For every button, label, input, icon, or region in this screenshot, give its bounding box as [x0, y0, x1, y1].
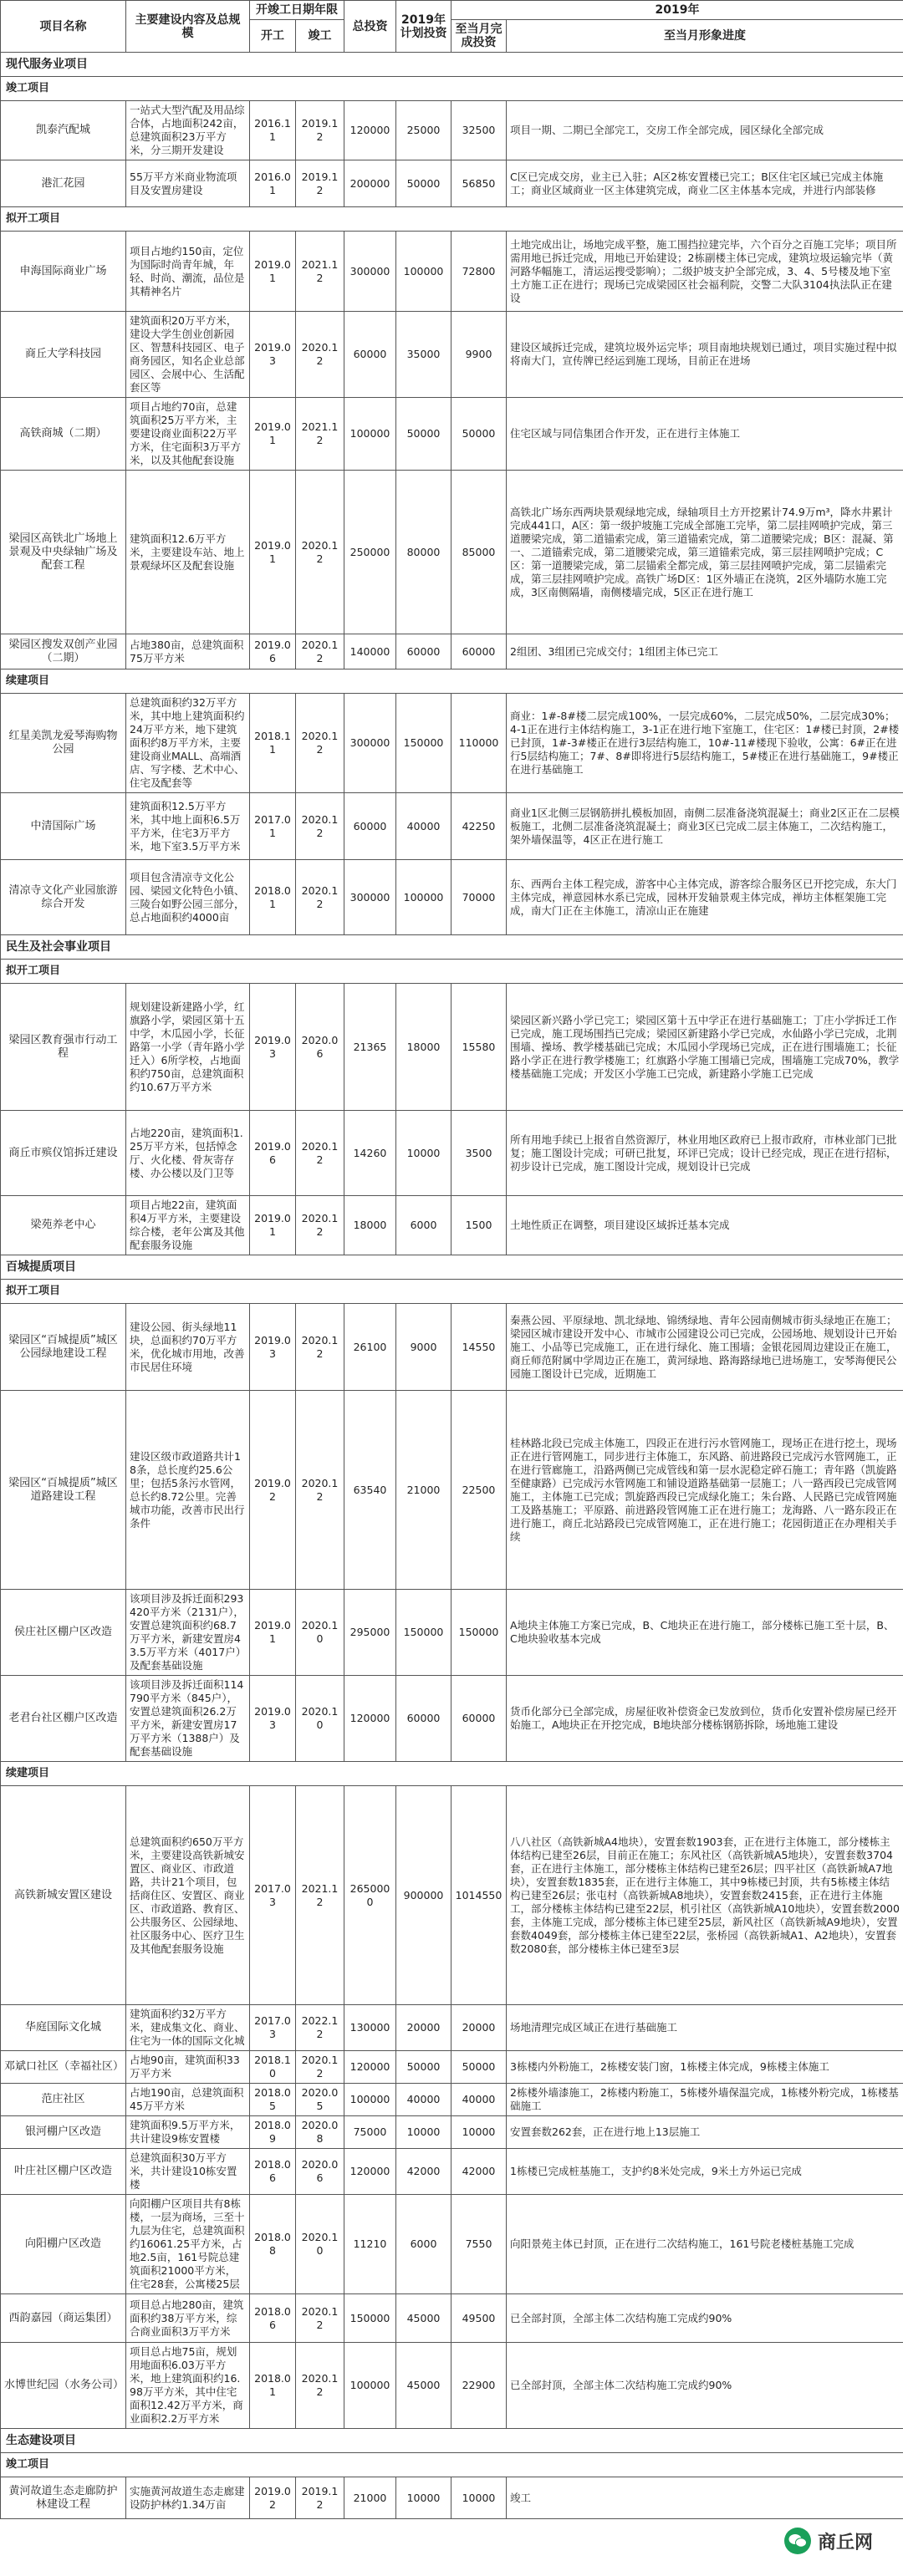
cell-start: 2018.05 [250, 2084, 296, 2116]
cell-plan: 9000 [396, 1304, 452, 1391]
section-label: 现代服务业项目 [1, 53, 903, 77]
cell-done: 72800 [452, 232, 507, 312]
cell-plan: 45000 [396, 2343, 452, 2429]
cell-plan: 18000 [396, 984, 452, 1111]
section-label: 百城提质项目 [1, 1255, 903, 1280]
cell-progress: 土地完成出让，场地完成平整，施工围挡拉建完毕，六个百分之百施工完毕；项目所需用地已拆迁完成，用地已开始建设；2栋副楼主体已完成，建筑垃圾运输完毕（黄河路华幅施工，清运运搜受影响）；二级护坡支护全部完成，3、4、5号楼及地下室土方施工正在进行；现场已完成梁园区社会福利院，交警二大队3104执法队正在建设 [507, 232, 903, 312]
cell-done: 1500 [452, 1196, 507, 1255]
cell-done: 50000 [452, 398, 507, 471]
cell-done: 50000 [452, 2051, 507, 2084]
wechat-icon [784, 2528, 811, 2554]
cell-name: 梁园区搜发双创产业园（二期） [1, 634, 126, 669]
cell-name: 申海国际商业广场 [1, 232, 126, 312]
cell-end: 2020.12 [296, 860, 344, 935]
subsection-row [1, 1280, 903, 1304]
cell-total: 250000 [344, 471, 396, 634]
cell-total: 100000 [344, 398, 396, 471]
cell-end: 2020.12 [296, 1111, 344, 1196]
cell-start: 2017.01 [250, 793, 296, 860]
cell-content: 建筑面积9.5万平方米，共计建设9栋安置楼 [126, 2116, 250, 2149]
cell-start: 2017.03 [250, 2005, 296, 2051]
cell-progress: 竣工 [507, 2477, 903, 2519]
cell-end: 2020.12 [296, 634, 344, 669]
cell-plan: 50000 [396, 2051, 452, 2084]
cell-progress: 所有用地手续已上报省自然资源厅，林业用地区政府已上报市政府，市林业部门已批复；施工图设计完成；可研已批复，环评已完成；设计已经完成，现正在进行招标，初步设计已完成，施工图设计完成，规划设计已完成 [507, 1111, 903, 1196]
table-row [1, 1676, 903, 1762]
cell-done: 22500 [452, 1391, 507, 1590]
cell-name: 银河棚户区改造 [1, 2116, 126, 2149]
cell-start: 2019.03 [250, 984, 296, 1111]
cell-start: 2019.02 [250, 2477, 296, 2519]
table-row [1, 2084, 903, 2116]
cell-start: 2018.06 [250, 2149, 296, 2195]
table-row [1, 1111, 903, 1196]
cell-start: 2019.01 [250, 398, 296, 471]
table-row [1, 2005, 903, 2051]
cell-start: 2018.10 [250, 2051, 296, 2084]
header-year: 2019年 [452, 1, 903, 20]
subsection-label: 拟开工项目 [1, 960, 903, 984]
table-row [1, 2477, 903, 2519]
table-row [1, 860, 903, 935]
cell-progress: 建设区域拆迁完成，建筑垃圾外运完毕；项目南地块规划已通过，项目实施过程中拟将南大门，宣传牌已经运到施工现场，目前正在进场 [507, 312, 903, 398]
cell-name: 华庭国际文化城 [1, 2005, 126, 2051]
cell-done: 1014550 [452, 1786, 507, 2005]
cell-end: 2021.12 [296, 398, 344, 471]
cell-total: 140000 [344, 634, 396, 669]
cell-total: 120000 [344, 101, 396, 160]
cell-plan: 100000 [396, 232, 452, 312]
table-row [1, 793, 903, 860]
cell-total: 60000 [344, 312, 396, 398]
cell-content: 向阳棚户区项目共有8栋楼，一层为商场，三至十九层为住宅，总建筑面积约16061.25平方米，占地2.5亩，161号院总建筑面积21000平方米，住宅28套，公寓楼25层 [126, 2195, 250, 2294]
cell-content: 项目占地约70亩，总建筑面积25万平方米，主要建设商业面积22万平方米，住宅面积3万平方米，以及其他配套设施 [126, 398, 250, 471]
cell-plan: 42000 [396, 2149, 452, 2195]
cell-progress: 八八社区（高铁新城A4地块），安置套数1903套，正在进行主体施工，部分楼栋主体结构已建至26层，目前正在施工；东风社区（高铁新城A5地块），安置套数3704套，正在进行主体施工，部分楼栋主体结构已建至26层；四平社区（高铁新城A7地块），安置套数1835套，正在进行主体施工，其中9栋楼已封顶，共有5栋楼主体结构已建至26层；张屯村（高铁新城A8地块），安置套数2415套，正在进行主体施工，部分楼栋主体结构已建至22层，机引社区（高铁新城A10地块），安置套数2000套，主体施工完成，部分楼栋主体已建至25层，新风社区（高铁新城A9地块），安置套数4049套，部分楼栋主体已建至22层，张桥园（高铁新城A1、A2地块），安置套数2080套，部分楼栋主体已建至3层 [507, 1786, 903, 2005]
table-row [1, 2116, 903, 2149]
cell-progress: 桂林路北段已完成主体施工，四段正在进行污水管网施工，现场正在进行挖土，现场正在进行管网施工，同步进行主体施工，东风路、前进路段已完成污水管网施工，正在进行管廊施工，沿路两侧已完成管线和第一层水泥稳定碎石施工；青年路（凯旋路至健康路）已完成污水管网施工和铺设道路基础第一层施工；八一路西段已完成管网施工，主体施工已完成；凯旋路西段已完成绿化施工；朱台路、人民路已完成管网施工及路基施工；平原路、前进路段管网施工正在进行施工；龙海路、八一路东段正在进行施工，商丘北站路段已完成管网施工，正在进行施工；花园街道正在办理相关手续 [507, 1391, 903, 1590]
cell-name: 港汇花园 [1, 160, 126, 207]
cell-end: 2020.12 [296, 2051, 344, 2084]
watermark-text: 商丘网 [817, 2532, 873, 2553]
table-row [1, 1786, 903, 2005]
table-row [1, 1304, 903, 1391]
cell-progress: A地块主体施工方案已完成，B、C地块正在进行施工，部分楼栋已施工至十层，B、C地块验收基本完成 [507, 1590, 903, 1676]
subsection-label: 续建项目 [1, 669, 903, 694]
cell-start: 2018.01 [250, 860, 296, 935]
table-row [1, 2195, 903, 2294]
cell-start: 2018.11 [250, 694, 296, 793]
cell-name: 商丘市殡仪馆拆迁建设 [1, 1111, 126, 1196]
cell-name: 西韵嘉园（商运集团） [1, 2294, 126, 2343]
cell-plan: 900000 [396, 1786, 452, 2005]
table-row [1, 1196, 903, 1255]
cell-total: 14260 [344, 1111, 396, 1196]
cell-total: 200000 [344, 160, 396, 207]
cell-plan: 10000 [396, 2116, 452, 2149]
cell-progress: 土地性质正在调整，项目建设区域拆迁基本完成 [507, 1196, 903, 1255]
cell-name: 高铁新城安置区建设 [1, 1786, 126, 2005]
cell-total: 130000 [344, 2005, 396, 2051]
cell-done: 7550 [452, 2195, 507, 2294]
cell-done: 32500 [452, 101, 507, 160]
cell-end: 2020.12 [296, 1391, 344, 1590]
cell-name: 高铁商城（二期） [1, 398, 126, 471]
cell-content: 一站式大型汽配及用品综合体，占地面积242亩，总建筑面积23万平方米，分三期开发建设 [126, 101, 250, 160]
cell-plan: 25000 [396, 101, 452, 160]
cell-name: 梁苑养老中心 [1, 1196, 126, 1255]
cell-start: 2016.01 [250, 160, 296, 207]
cell-end: 2020.12 [296, 2294, 344, 2343]
cell-start: 2018.06 [250, 2294, 296, 2343]
cell-done: 10000 [452, 2477, 507, 2519]
cell-progress: C区已完成交房，业主已入驻；A区2栋安置楼已完工；B区住宅区域已完成主体施工；商业区域商业一区主体建筑完成，商业二区主体基本完成，并进行内部装修 [507, 160, 903, 207]
table-row [1, 1590, 903, 1676]
cell-start: 2019.03 [250, 312, 296, 398]
subsection-label: 续建项目 [1, 1762, 903, 1786]
cell-end: 2020.10 [296, 1590, 344, 1676]
cell-name: 红星美凯龙爱琴海购物公园 [1, 694, 126, 793]
cell-plan: 150000 [396, 694, 452, 793]
section-label: 民生及社会事业项目 [1, 935, 903, 960]
cell-done: 20000 [452, 2005, 507, 2051]
cell-done: 40000 [452, 2084, 507, 2116]
cell-total: 18000 [344, 1196, 396, 1255]
table-row [1, 398, 903, 471]
header-progress: 至当月形象进度 [507, 20, 903, 53]
cell-start: 2019.01 [250, 232, 296, 312]
watermark [778, 2524, 880, 2558]
cell-name: 侯庄社区棚户区改造 [1, 1590, 126, 1676]
cell-name: 梁园区高铁北广场地上景观及中央绿轴广场及配套工程 [1, 471, 126, 634]
cell-name: 凯泰汽配城 [1, 101, 126, 160]
cell-content: 该项目涉及拆迁面积114790平方米（845户），安置总建筑面积26.2万平方米，新建安置房17万平方米（1388户）及配套基础设施 [126, 1676, 250, 1762]
subsection-label: 拟开工项目 [1, 207, 903, 232]
header-content: 主要建设内容及总规模 [126, 1, 250, 53]
cell-end: 2019.12 [296, 2477, 344, 2519]
cell-name: 中清国际广场 [1, 793, 126, 860]
cell-progress: 东、西两台主体工程完成，游客中心主体完成，游客综合服务区已开挖完成，东大门主体完成，禅意园林水系已完成，园林开发轴景观主体完成，禅坊主体框架施工完成，南大门正在主体施工，清凉山正在施建 [507, 860, 903, 935]
table-row [1, 471, 903, 634]
cell-content: 占地380亩，总建筑面积75万平方米 [126, 634, 250, 669]
cell-end: 2022.12 [296, 2005, 344, 2051]
cell-content: 建筑面积20万平方米，建设大学生创业创新园区、智慧科技园区、电子商务园区，知名企业总部园区、会展中心、生活配套区等 [126, 312, 250, 398]
cell-progress: 货币化部分已全部完成，房屋征收补偿资金已发放到位，货币化安置补偿房屋已经开始施工，A地块正在开挖完成，B地块部分楼栋钢筋拆除，场地施工建设 [507, 1676, 903, 1762]
cell-start: 2019.06 [250, 1111, 296, 1196]
cell-total: 21000 [344, 2477, 396, 2519]
cell-content: 总建筑面积30万平方米，共计建设10栋安置楼 [126, 2149, 250, 2195]
cell-plan: 10000 [396, 2477, 452, 2519]
table-row [1, 312, 903, 398]
cell-start: 2019.02 [250, 1391, 296, 1590]
cell-total: 300000 [344, 694, 396, 793]
cell-end: 2020.12 [296, 471, 344, 634]
cell-content: 总建筑面积约32万平方米，其中地上建筑面积约24万平方米，地下建筑面积约8万平方米，主要建设商业MALL、高端酒店、写字楼、艺术中心、住宅及配套等 [126, 694, 250, 793]
cell-done: 10000 [452, 2116, 507, 2149]
section-row [1, 2429, 903, 2453]
cell-content: 项目总占地75亩，规划用地面积6.03万平方米，地上建筑面积约16.98万平方米，其中住宅面积12.42万平方米，商业面积2.2万平方米 [126, 2343, 250, 2429]
cell-progress: 项目一期、二期已全部完工，交房工作全部完成，园区绿化全部完成 [507, 101, 903, 160]
cell-name: 商丘大学科技园 [1, 312, 126, 398]
cell-plan: 40000 [396, 793, 452, 860]
table-row [1, 634, 903, 669]
cell-plan: 80000 [396, 471, 452, 634]
subsection-label: 竣工项目 [1, 2453, 903, 2477]
cell-total: 63540 [344, 1391, 396, 1590]
cell-plan: 21000 [396, 1391, 452, 1590]
cell-name: 向阳棚户区改造 [1, 2195, 126, 2294]
cell-plan: 40000 [396, 2084, 452, 2116]
header-schedule: 开竣工日期年限 [250, 1, 344, 20]
cell-content: 占地220亩，建筑面积1.25万平方米，包括悼念厅、火化楼、骨灰寄存楼、办公楼以及门卫等 [126, 1111, 250, 1196]
cell-progress: 3栋楼内外粉施工，2栋楼安装门窗，1栋楼主体完成，9栋楼主体施工 [507, 2051, 903, 2084]
cell-progress: 秦燕公园、平原绿地、凯北绿地、锦绣绿地、青年公园南侧城市街头绿地正在施工；梁园区城市建设开发中心、市城市公园建设公司已完成，公园场地、规划设计已开始施工、小品等已完成施工，正在进行绿化、施工围墙；金银花园周边建设正在施工，商丘师范附属中学周边正在施工，黄河绿地、路海路绿地已进场施工，安琴海便民公园施工图设计已完成，近期施工 [507, 1304, 903, 1391]
cell-progress: 向阳景苑主体已封顶，正在进行二次结构施工，161号院老楼桩基施工完成 [507, 2195, 903, 2294]
cell-content: 项目总占地280亩，建筑面积约38万平方米，综合商业面积3万平方米 [126, 2294, 250, 2343]
header-total: 总投资 [344, 1, 396, 53]
header-done: 至当月完成投资 [452, 20, 507, 53]
cell-plan: 150000 [396, 1590, 452, 1676]
cell-progress: 住宅区域与同信集团合作开发，正在进行主体施工 [507, 398, 903, 471]
cell-progress: 2栋楼外墙漆施工，2栋楼内粉施工，5栋楼外墙保温完成，1栋楼外粉完成，1栋楼基础施工 [507, 2084, 903, 2116]
subsection-row [1, 77, 903, 101]
cell-content: 占地190亩，总建筑面积45万平方米 [126, 2084, 250, 2116]
cell-end: 2020.12 [296, 694, 344, 793]
table-row [1, 984, 903, 1111]
cell-total: 2650000 [344, 1786, 396, 2005]
cell-content: 项目包含清凉寺文化公园、梁园文化特色小镇、三陵台如野公园三部分，总占地面积约4000亩 [126, 860, 250, 935]
cell-done: 9900 [452, 312, 507, 398]
cell-total: 100000 [344, 2084, 396, 2116]
cell-content: 55万平方米商业物流项目及安置房建设 [126, 160, 250, 207]
table-row [1, 694, 903, 793]
cell-total: 75000 [344, 2116, 396, 2149]
cell-content: 建筑面积12.6万平方米，主要建设车站、地上景观绿坏区及配套设施 [126, 471, 250, 634]
subsection-label: 竣工项目 [1, 77, 903, 101]
table-row [1, 2051, 903, 2084]
cell-content: 项目占地22亩，建筑面积4万平方米，主要建设综合楼，老年公寓及其他配套服务设施 [126, 1196, 250, 1255]
cell-done: 15580 [452, 984, 507, 1111]
subsection-row [1, 1762, 903, 1786]
table-row [1, 232, 903, 312]
section-row [1, 1255, 903, 1280]
cell-done: 49500 [452, 2294, 507, 2343]
table-row [1, 2343, 903, 2429]
cell-end: 2021.12 [296, 232, 344, 312]
cell-name: 水博世纪园（水务公司） [1, 2343, 126, 2429]
header-end: 竣工 [296, 20, 344, 53]
table-row [1, 160, 903, 207]
cell-done: 3500 [452, 1111, 507, 1196]
subsection-row [1, 207, 903, 232]
header-start: 开工 [250, 20, 296, 53]
cell-total: 120000 [344, 1676, 396, 1762]
cell-start: 2016.11 [250, 101, 296, 160]
cell-end: 2020.06 [296, 2149, 344, 2195]
cell-plan: 6000 [396, 1196, 452, 1255]
cell-end: 2020.08 [296, 2116, 344, 2149]
cell-progress: 商业：1#-8#楼二层完成100%，一层完成60%，二层完成50%，二层完成30%；4-1正在进行主体结构施工，3-1正在进行地下室施工，住宅区：1#楼已封顶，2#楼已封顶，1#-3#楼正在进行3层结构施工，10#-11#楼现下验收，公寓：6#正在进行5层结构施工；7#、8#即将进行5层结构施工，5#楼正在进行基础施工，9#楼正在进行基础施工 [507, 694, 903, 793]
cell-start: 2019.03 [250, 1304, 296, 1391]
cell-plan: 45000 [396, 2294, 452, 2343]
cell-start: 2018.08 [250, 2195, 296, 2294]
cell-progress: 已全部封顶，全部主体二次结构施工完成约90% [507, 2343, 903, 2429]
cell-done: 14550 [452, 1304, 507, 1391]
cell-name: 黄河故道生态走廊防护林建设工程 [1, 2477, 126, 2519]
cell-done: 60000 [452, 634, 507, 669]
cell-total: 60000 [344, 793, 396, 860]
cell-progress: 场地清理完成区域正在进行基础施工 [507, 2005, 903, 2051]
cell-plan: 6000 [396, 2195, 452, 2294]
subsection-row [1, 2453, 903, 2477]
cell-total: 120000 [344, 2149, 396, 2195]
cell-progress: 1栋楼已完成桩基施工，支护约8米处完成，9米土方外运已完成 [507, 2149, 903, 2195]
cell-name: 邓斌口社区（幸福社区） [1, 2051, 126, 2084]
cell-total: 120000 [344, 2051, 396, 2084]
cell-content: 总建筑面积约650万平方米，主要建设高铁新城安置区、商业区、市政道路，共计21个项目，包括商住区、安置区、商业区、市政道路、教育区、公共服务区、公园绿地、社区服务中心、医疗卫生及其他配套服务设施 [126, 1786, 250, 2005]
section-row [1, 53, 903, 77]
cell-end: 2019.12 [296, 160, 344, 207]
table-row [1, 2294, 903, 2343]
cell-progress: 2组团、3组团已完成交付；1组团主体已完工 [507, 634, 903, 669]
header-plan: 2019年计划投资 [396, 1, 452, 53]
cell-done: 42000 [452, 2149, 507, 2195]
cell-done: 70000 [452, 860, 507, 935]
subsection-row [1, 669, 903, 694]
cell-plan: 100000 [396, 860, 452, 935]
cell-name: 叶庄社区棚户区改造 [1, 2149, 126, 2195]
cell-done: 56850 [452, 160, 507, 207]
cell-content: 建筑面积约32万平方米，建成集文化、商业、住宅为一体的国际文化城 [126, 2005, 250, 2051]
cell-total: 150000 [344, 2294, 396, 2343]
cell-done: 60000 [452, 1676, 507, 1762]
cell-start: 2018.09 [250, 2116, 296, 2149]
cell-plan: 60000 [396, 634, 452, 669]
cell-end: 2020.12 [296, 1196, 344, 1255]
cell-done: 110000 [452, 694, 507, 793]
subsection-label: 拟开工项目 [1, 1280, 903, 1304]
cell-content: 该项目涉及拆迁面积293420平方米（2131户），安置总建筑面积约68.7万平方米，新建安置房43.5万平方米（4017户）及配套基础设施 [126, 1590, 250, 1676]
cell-plan: 35000 [396, 312, 452, 398]
cell-done: 42250 [452, 793, 507, 860]
subsection-row [1, 960, 903, 984]
cell-plan: 50000 [396, 160, 452, 207]
cell-end: 2020.06 [296, 984, 344, 1111]
cell-total: 295000 [344, 1590, 396, 1676]
section-row [1, 935, 903, 960]
cell-start: 2019.01 [250, 1196, 296, 1255]
cell-done: 150000 [452, 1590, 507, 1676]
cell-end: 2020.10 [296, 2195, 344, 2294]
cell-start: 2017.03 [250, 1786, 296, 2005]
cell-end: 2021.12 [296, 1786, 344, 2005]
cell-content: 建筑面积12.5万平方米，其中地上面积6.5万平方米，住宅3万平方米，地下室3.5万平方米 [126, 793, 250, 860]
cell-start: 2019.01 [250, 471, 296, 634]
cell-end: 2020.12 [296, 312, 344, 398]
cell-total: 21365 [344, 984, 396, 1111]
cell-total: 300000 [344, 232, 396, 312]
cell-content: 占地90亩，建筑面积33万平方米 [126, 2051, 250, 2084]
cell-start: 2019.03 [250, 1676, 296, 1762]
cell-progress: 高铁北广场东西两块景观绿地完成，绿轴项目土方开挖累计74.9万m³，降水井累计完成441口，A区：第一级护坡施工完成全部施工完毕，第二层挂网喷护完成，第三道腰梁完成，第二道锚索完成，第三道锚索完成，第二道腰梁完成；B区：混凝、第一、二道锚索完成，第二道腰梁完成，第三道锚索完成，第三层挂网喷护完成；C区：第一道腰梁完成，第二层锚索全都完成，第三层挂网喷护完成，第二层锚索完成，第三层挂网喷护完成。高铁广场D区：1区外墙正在浇筑，2区外墙防水施工完成，3区南侧隔墙，南侧楼墙完成，5区正在进行施工 [507, 471, 903, 634]
table-body [1, 53, 903, 2519]
cell-plan: 20000 [396, 2005, 452, 2051]
section-label: 生态建设项目 [1, 2429, 903, 2453]
table-row [1, 1391, 903, 1590]
cell-total: 11210 [344, 2195, 396, 2294]
header-row-1 [1, 1, 903, 20]
header-name: 项目名称 [1, 1, 126, 53]
cell-total: 26100 [344, 1304, 396, 1391]
cell-progress: 商业1区北侧三层钢筋拼扎模板加固，南侧二层准备浇筑混凝土；商业2区正在二层模板施工，北侧二层准备浇筑混凝土；商业3区已完成二层主体施工，二次结构施工，架外墙保温等，4区正在进行施工 [507, 793, 903, 860]
cell-content: 规划建设新建路小学，红旗路小学，梁园区第十五中学，木瓜园小学，长征路第一小学（青年路小学迁入）6所学校，占地面积约750亩，总建筑面积约10.67万平方米 [126, 984, 250, 1111]
cell-start: 2018.01 [250, 2343, 296, 2429]
cell-done: 85000 [452, 471, 507, 634]
cell-name: 梁园区“百城提质”城区公园绿地建设工程 [1, 1304, 126, 1391]
cell-end: 2019.12 [296, 101, 344, 160]
cell-name: 清凉寺文化产业园旅游综合开发 [1, 860, 126, 935]
cell-progress: 已全部封顶，全部主体二次结构施工完成约90% [507, 2294, 903, 2343]
cell-total: 300000 [344, 860, 396, 935]
table-row [1, 101, 903, 160]
cell-name: 梁园区“百城提质”城区道路建设工程 [1, 1391, 126, 1590]
cell-content: 实施黄河故道生态走廊建设防护林约1.34万亩 [126, 2477, 250, 2519]
table-row [1, 2149, 903, 2195]
cell-plan: 60000 [396, 1676, 452, 1762]
cell-end: 2020.12 [296, 793, 344, 860]
cell-progress: 安置套数262套，正在进行地上13层施工 [507, 2116, 903, 2149]
cell-done: 22900 [452, 2343, 507, 2429]
cell-end: 2020.12 [296, 2343, 344, 2429]
cell-content: 建设公园、街头绿地11块，总面积约70万平方米，优化城市用地，改善市民居住环境 [126, 1304, 250, 1391]
cell-start: 2019.06 [250, 634, 296, 669]
cell-end: 2020.10 [296, 1676, 344, 1762]
cell-plan: 50000 [396, 398, 452, 471]
cell-name: 梁园区教育强市行动工程 [1, 984, 126, 1111]
cell-total: 100000 [344, 2343, 396, 2429]
cell-end: 2020.12 [296, 1304, 344, 1391]
cell-end: 2020.05 [296, 2084, 344, 2116]
cell-content: 项目占地约150亩，定位为国际时尚青年城，年轻、时尚、潮流，品位是其精神名片 [126, 232, 250, 312]
cell-progress: 梁园区新兴路小学已完工；梁园区第十五中学正在进行基础施工；丁庄小学拆迁工作已完成，施工现场围挡已完成；梁园区新建路小学已完成，水仙路小学已完成，北荆围墙、操场、教学楼基础已完成；木瓜园小学现场已完成，正在进行围墙施工；长征路小学正在进行教学楼施工；红旗路小学施工围墙已完成，围墙施工完成70%，教学楼基础施工完成；开发区小学施工已完成，新建路小学施工已完成 [507, 984, 903, 1111]
cell-plan: 10000 [396, 1111, 452, 1196]
cell-name: 范庄社区 [1, 2084, 126, 2116]
cell-start: 2019.01 [250, 1590, 296, 1676]
cell-content: 建设区级市政道路共计18条，总长度约25.6公里；包括5条污水管网，总长约8.72公里。完善城市功能，改善市民出行条件 [126, 1391, 250, 1590]
cell-name: 老君台社区棚户区改造 [1, 1676, 126, 1762]
